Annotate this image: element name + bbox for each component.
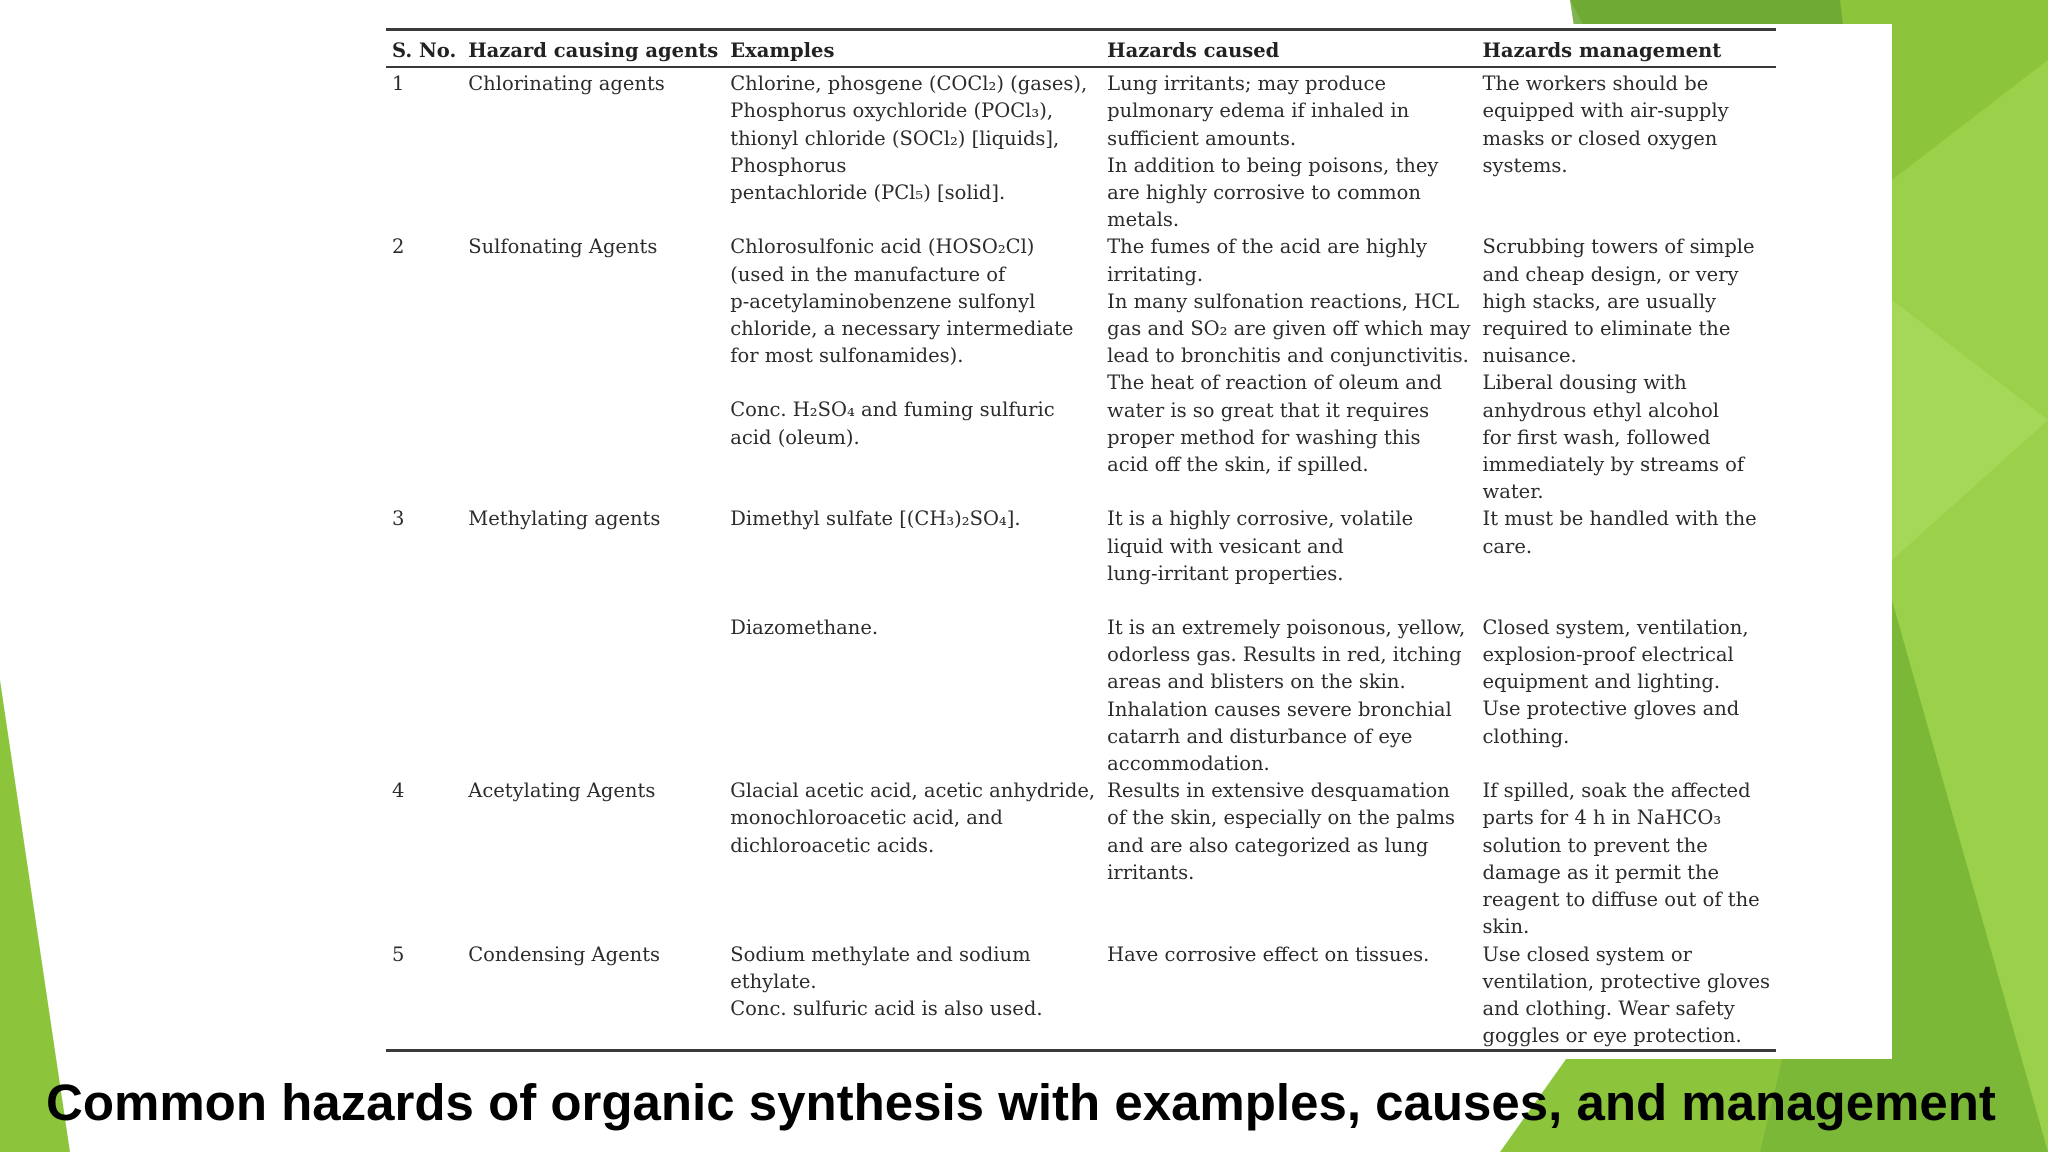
management-line: Liberal dousing with [1482, 371, 1687, 395]
management-line: Use protective gloves and [1482, 697, 1740, 721]
hazards-line: irritating. [1107, 262, 1204, 286]
cell-agent: Condensing Agents [468, 942, 661, 966]
management-line: masks or closed oxygen [1482, 126, 1718, 150]
hazards-line: are highly corrosive to common [1107, 181, 1421, 205]
hazards-line: water is so great that it requires [1107, 398, 1430, 422]
hazards-line: Inhalation causes severe bronchial [1107, 697, 1452, 721]
management-line: reagent to diffuse out of the [1482, 888, 1760, 912]
management-line: Scrubbing towers of simple [1482, 235, 1755, 259]
management-line: equipped with air-supply [1482, 99, 1729, 123]
management-line: and cheap design, or very [1482, 262, 1739, 286]
table-row [386, 941, 1776, 1051]
hazards-line: pulmonary edema if inhaled in [1107, 99, 1410, 123]
hazards-line: In many sulfonation reactions, HCL [1107, 289, 1460, 313]
header-agent: Hazard causing agents [468, 39, 719, 62]
header-hazards: Hazards caused [1107, 39, 1280, 62]
management-line: systems. [1482, 153, 1568, 177]
cell-agent: Sulfonating Agents [468, 235, 658, 259]
management-line: care. [1482, 534, 1533, 558]
hazards-line: In addition to being poisons, they [1107, 153, 1439, 177]
examples-line: Diazomethane. [730, 615, 879, 639]
management-line: solution to prevent the [1482, 833, 1708, 857]
management-line: explosion-proof electrical [1482, 643, 1734, 667]
management-line: immediately by streams of [1482, 453, 1745, 477]
hazards-line: Have corrosive effect on tissues. [1107, 942, 1430, 966]
examples-line: pentachloride (PCl₅) [solid]. [730, 181, 1006, 205]
examples-line: chloride, a necessary intermediate [730, 317, 1074, 341]
table-row [386, 777, 1776, 940]
hazards-line: of the skin, especially on the palms [1107, 806, 1455, 830]
cell-hazards [1101, 233, 1476, 505]
hazards-line: lead to bronchitis and conjunctivitis. [1107, 344, 1469, 368]
hazards-line: acid off the skin, if spilled. [1107, 453, 1369, 477]
table-panel [378, 24, 1892, 1059]
examples-line: Conc. sulfuric acid is also used. [730, 996, 1043, 1020]
hazards-table [386, 28, 1776, 1052]
management-line: water. [1482, 480, 1544, 504]
hazards-line: sufficient amounts. [1107, 126, 1297, 150]
hazards-line: metals. [1107, 208, 1180, 232]
header-examples: Examples [730, 39, 835, 62]
examples-line: p-acetylaminobenzene sulfonyl [730, 289, 1036, 313]
hazards-line: It is an extremely poisonous, yellow, [1107, 616, 1466, 640]
management-line: for first wash, followed [1482, 425, 1711, 449]
cell-management [1477, 67, 1777, 233]
management-line: and clothing. Wear safety [1482, 996, 1735, 1020]
hazards-line: The fumes of the acid are highly [1107, 235, 1427, 259]
management-line: ventilation, protective gloves [1482, 969, 1771, 993]
cell-sno: 2 [392, 235, 405, 259]
cell-hazards [1101, 941, 1476, 1051]
hazards-line: odorless gas. Results in red, itching [1107, 643, 1462, 667]
management-spacer [1483, 587, 1771, 614]
examples-line: Dimethyl sulfate [(CH₃)₂SO₄]. [730, 507, 1021, 531]
management-line: Use closed system or [1482, 942, 1692, 966]
examples-line: monochloroacetic acid, and [730, 806, 1003, 830]
hazards-line: The heat of reaction of oleum and [1107, 371, 1442, 395]
management-line: required to eliminate the [1482, 317, 1731, 341]
cell-sno: 4 [392, 779, 405, 803]
examples-line: for most sulfonamides). [730, 344, 964, 368]
management-line: parts for 4 h in NaHCO₃ [1482, 806, 1722, 830]
management-spacer [1483, 560, 1771, 587]
cell-examples [724, 505, 1101, 777]
cell-examples [724, 777, 1101, 940]
cell-hazards [1101, 777, 1476, 940]
management-line: nuisance. [1482, 344, 1577, 368]
examples-line: Chlorine, phosgene (COCl₂) (gases), [730, 72, 1088, 96]
cell-agent: Chlorinating agents [468, 72, 665, 96]
slide-caption: Common hazards of organic synthesis with examples, causes, and management [46, 1074, 1996, 1131]
table-header-row [386, 30, 1776, 68]
cell-hazards [1101, 505, 1476, 777]
examples-line: (used in the manufacture of [730, 262, 1006, 286]
management-line: clothing. [1482, 724, 1570, 748]
hazards-line: and are also categorized as lung [1107, 833, 1429, 857]
examples-spacer [730, 369, 1095, 396]
examples-line: Glacial acetic acid, acetic anhydride, [730, 779, 1096, 803]
header-sno: S. No. [392, 39, 457, 62]
examples-line: Sodium methylate and sodium [730, 942, 1031, 966]
cell-hazards [1101, 67, 1476, 233]
hazards-line: lung-irritant properties. [1107, 561, 1344, 585]
management-line: anhydrous ethyl alcohol [1482, 398, 1720, 422]
hazards-line: liquid with vesicant and [1107, 534, 1344, 558]
cell-management [1477, 233, 1777, 505]
header-management: Hazards management [1482, 39, 1722, 62]
table-row [386, 505, 1776, 777]
hazards-line: catarrh and disturbance of eye [1107, 724, 1413, 748]
cell-agent: Acetylating Agents [468, 779, 656, 803]
management-line: goggles or eye protection. [1482, 1024, 1742, 1048]
table-row [386, 233, 1776, 505]
examples-line: Phosphorus [730, 153, 847, 177]
management-line: equipment and lighting. [1482, 670, 1721, 694]
cell-sno: 5 [392, 942, 405, 966]
management-line: The workers should be [1482, 72, 1709, 96]
cell-examples [724, 941, 1101, 1051]
table-row [386, 67, 1776, 233]
management-line: Closed system, ventilation, [1482, 615, 1749, 639]
cell-sno: 3 [392, 507, 405, 531]
cell-sno: 1 [392, 72, 405, 96]
examples-line: dichloroacetic acids. [730, 833, 935, 857]
examples-line: ethylate. [730, 969, 817, 993]
hazards-line: proper method for washing this [1107, 425, 1421, 449]
management-line: high stacks, are usually [1482, 289, 1717, 313]
examples-spacer [730, 560, 1095, 587]
cell-management [1477, 777, 1777, 940]
hazards-line: It is a highly corrosive, volatile [1107, 507, 1414, 531]
hazards-line: Lung irritants; may produce [1107, 72, 1387, 96]
management-line: skin. [1482, 915, 1530, 939]
hazards-line: Results in extensive desquamation [1107, 779, 1450, 803]
hazards-spacer [1107, 587, 1470, 614]
cell-management [1477, 505, 1777, 777]
hazards-line: accommodation. [1107, 752, 1270, 776]
cell-examples [724, 67, 1101, 233]
management-line: If spilled, soak the affected [1482, 779, 1751, 803]
examples-spacer [730, 587, 1095, 614]
examples-line: Chlorosulfonic acid (HOSO₂Cl) [730, 235, 1035, 259]
hazards-line: gas and SO₂ are given off which may [1107, 317, 1471, 341]
cell-examples [724, 233, 1101, 505]
examples-line: Conc. H₂SO₄ and fuming sulfuric [730, 398, 1055, 422]
examples-line: thionyl chloride (SOCl₂) [liquids], [730, 126, 1060, 150]
hazards-line: areas and blisters on the skin. [1107, 670, 1406, 694]
management-line: damage as it permit the [1482, 860, 1720, 884]
cell-management [1477, 941, 1777, 1051]
cell-agent: Methylating agents [468, 507, 661, 531]
management-line: It must be handled with the [1482, 507, 1757, 531]
hazards-line: irritants. [1107, 860, 1195, 884]
examples-spacer [730, 533, 1095, 560]
examples-line: Phosphorus oxychloride (POCl₃), [730, 99, 1054, 123]
examples-line: acid (oleum). [730, 425, 860, 449]
